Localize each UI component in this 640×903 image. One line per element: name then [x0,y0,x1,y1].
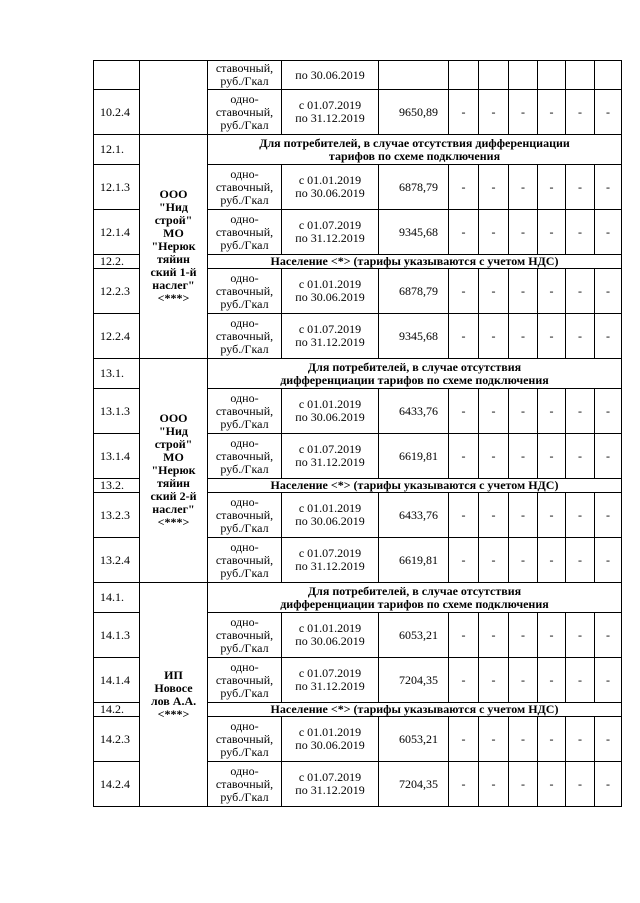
tariff-value: 6619,81 [379,434,449,479]
unit-cell: одно- ставочный, руб./Гкал [208,538,282,583]
section-number: 13.1. [94,359,140,389]
unit-cell: одно- ставочный, руб./Гкал [208,90,282,135]
tariff-value: 6433,76 [379,493,449,538]
dash-cell: - [595,434,622,479]
dash-cell: - [479,434,509,479]
empty-cell [509,61,538,90]
dash-cell: - [509,210,538,255]
unit-cell: ставочный, руб./Гкал [208,61,282,90]
dash-cell: - [566,434,595,479]
unit-cell: одно- ставочный, руб./Гкал [208,389,282,434]
dash-cell: - [509,314,538,359]
dash-cell: - [538,613,566,658]
period-cell: с 01.07.2019 по 31.12.2019 [282,314,379,359]
dash-cell: - [566,90,595,135]
dash-cell: - [479,658,509,703]
row-number: 14.2.3 [94,717,140,762]
tariff-value: 6878,79 [379,165,449,210]
dash-cell: - [509,389,538,434]
dash-cell: - [595,389,622,434]
dash-cell: - [479,269,509,314]
dash-cell: - [479,493,509,538]
section-number: 14.2. [94,703,140,717]
tariff-value: 6433,76 [379,389,449,434]
unit-cell: одно- ставочный, руб./Гкал [208,165,282,210]
period-cell: с 01.07.2019 по 31.12.2019 [282,658,379,703]
dash-cell: - [538,538,566,583]
row-number: 12.2.4 [94,314,140,359]
dash-cell: - [509,613,538,658]
dash-cell: - [566,613,595,658]
empty-cell [538,61,566,90]
dash-cell: - [449,762,479,807]
dash-cell: - [479,210,509,255]
tariff-value: 6619,81 [379,538,449,583]
organization-name: ООО "Нид строй" МО "Нерюк тяйин ский 1-й наслег" <***> [140,135,208,359]
tariff-value: 9345,68 [379,314,449,359]
dash-cell: - [566,762,595,807]
dash-cell: - [449,538,479,583]
period-cell: с 01.07.2019 по 31.12.2019 [282,762,379,807]
dash-cell: - [449,90,479,135]
dash-cell: - [566,269,595,314]
dash-cell: - [449,389,479,434]
period-cell: с 01.07.2019 по 31.12.2019 [282,90,379,135]
dash-cell: - [595,538,622,583]
unit-cell: одно- ставочный, руб./Гкал [208,717,282,762]
tariff-value: 7204,35 [379,658,449,703]
section-header: Для потребителей, в случае отсутствия дифференциации тарифов по схеме подключения [208,359,622,389]
tariff-table [93,60,622,807]
dash-cell: - [509,493,538,538]
period-cell: с 01.07.2019 по 31.12.2019 [282,434,379,479]
table-row [94,583,622,613]
period-cell: с 01.01.2019 по 30.06.2019 [282,613,379,658]
dash-cell: - [509,165,538,210]
table-row [94,359,622,389]
table-row [94,61,622,90]
dash-cell: - [538,762,566,807]
row-number: 12.1.4 [94,210,140,255]
dash-cell: - [509,658,538,703]
dash-cell: - [538,658,566,703]
dash-cell: - [449,314,479,359]
dash-cell: - [595,165,622,210]
dash-cell: - [449,165,479,210]
dash-cell: - [509,717,538,762]
dash-cell: - [449,269,479,314]
dash-cell: - [479,165,509,210]
empty-cell [449,61,479,90]
dash-cell: - [479,90,509,135]
value-cell [379,61,449,90]
dash-cell: - [566,717,595,762]
period-cell: с 01.07.2019 по 31.12.2019 [282,210,379,255]
dash-cell: - [538,389,566,434]
dash-cell: - [449,434,479,479]
dash-cell: - [509,762,538,807]
row-number: 14.1.4 [94,658,140,703]
dash-cell: - [538,165,566,210]
dash-cell: - [479,717,509,762]
dash-cell: - [509,538,538,583]
section-number: 13.2. [94,479,140,493]
dash-cell: - [595,269,622,314]
row-number: 10.2.4 [94,90,140,135]
row-number: 14.1.3 [94,613,140,658]
dash-cell: - [538,434,566,479]
empty-cell [595,61,622,90]
dash-cell: - [479,538,509,583]
dash-cell: - [479,314,509,359]
row-number: 12.1.3 [94,165,140,210]
dash-cell: - [509,434,538,479]
unit-cell: одно- ставочный, руб./Гкал [208,269,282,314]
dash-cell: - [479,613,509,658]
dash-cell: - [566,389,595,434]
unit-cell: одно- ставочный, руб./Гкал [208,613,282,658]
dash-cell: - [566,538,595,583]
dash-cell: - [538,314,566,359]
dash-cell: - [566,493,595,538]
dash-cell: - [595,762,622,807]
unit-cell: одно- ставочный, руб./Гкал [208,314,282,359]
section-header: Население <*> (тарифы указываются с учетом НДС) [208,703,622,717]
row-number: 14.2.4 [94,762,140,807]
section-header: Для потребителей, в случае отсутствия дифференциации тарифов по схеме подключения [208,135,622,165]
tariff-value: 9650,89 [379,90,449,135]
unit-cell: одно- ставочный, руб./Гкал [208,658,282,703]
dash-cell: - [538,717,566,762]
row-number: 13.2.3 [94,493,140,538]
period-cell: с 01.01.2019 по 30.06.2019 [282,717,379,762]
dash-cell: - [566,165,595,210]
dash-cell: - [595,658,622,703]
row-number: 13.1.4 [94,434,140,479]
unit-cell: одно- ставочный, руб./Гкал [208,762,282,807]
dash-cell: - [449,613,479,658]
dash-cell: - [566,314,595,359]
dash-cell: - [509,269,538,314]
dash-cell: - [566,210,595,255]
period-cell: по 30.06.2019 [282,61,379,90]
dash-cell: - [595,314,622,359]
unit-cell: одно- ставочный, руб./Гкал [208,493,282,538]
dash-cell: - [595,717,622,762]
unit-cell: одно- ставочный, руб./Гкал [208,434,282,479]
tariff-value: 6878,79 [379,269,449,314]
dash-cell: - [479,389,509,434]
section-number: 12.2. [94,255,140,269]
row-number: 13.1.3 [94,389,140,434]
dash-cell: - [449,493,479,538]
tariff-value: 7204,35 [379,762,449,807]
empty-cell [566,61,595,90]
dash-cell: - [538,493,566,538]
section-number: 14.1. [94,583,140,613]
row-number: 13.2.4 [94,538,140,583]
dash-cell: - [538,90,566,135]
tariff-value: 9345,68 [379,210,449,255]
section-header: Для потребителей, в случае отсутствия дифференциации тарифов по схеме подключения [208,583,622,613]
period-cell: с 01.01.2019 по 30.06.2019 [282,493,379,538]
row-number [94,61,140,90]
unit-cell: одно- ставочный, руб./Гкал [208,210,282,255]
dash-cell: - [538,269,566,314]
dash-cell: - [595,493,622,538]
dash-cell: - [595,90,622,135]
period-cell: с 01.01.2019 по 30.06.2019 [282,389,379,434]
section-header: Население <*> (тарифы указываются с учетом НДС) [208,255,622,269]
row-number: 12.2.3 [94,269,140,314]
dash-cell: - [449,717,479,762]
dash-cell: - [595,613,622,658]
dash-cell: - [479,762,509,807]
organization-name: ИП Новосе лов А.А. <***> [140,583,208,807]
dash-cell: - [538,210,566,255]
tariff-value: 6053,21 [379,717,449,762]
table-row [94,135,622,165]
tariff-value: 6053,21 [379,613,449,658]
dash-cell: - [449,658,479,703]
period-cell: с 01.01.2019 по 30.06.2019 [282,269,379,314]
org-cell [140,61,208,135]
section-header: Население <*> (тарифы указываются с учетом НДС) [208,479,622,493]
dash-cell: - [449,210,479,255]
period-cell: с 01.07.2019 по 31.12.2019 [282,538,379,583]
organization-name: ООО "Нид строй" МО "Нерюк тяйин ский 2-й наслег" <***> [140,359,208,583]
dash-cell: - [595,210,622,255]
period-cell: с 01.01.2019 по 30.06.2019 [282,165,379,210]
dash-cell: - [566,658,595,703]
section-number: 12.1. [94,135,140,165]
empty-cell [479,61,509,90]
dash-cell: - [509,90,538,135]
